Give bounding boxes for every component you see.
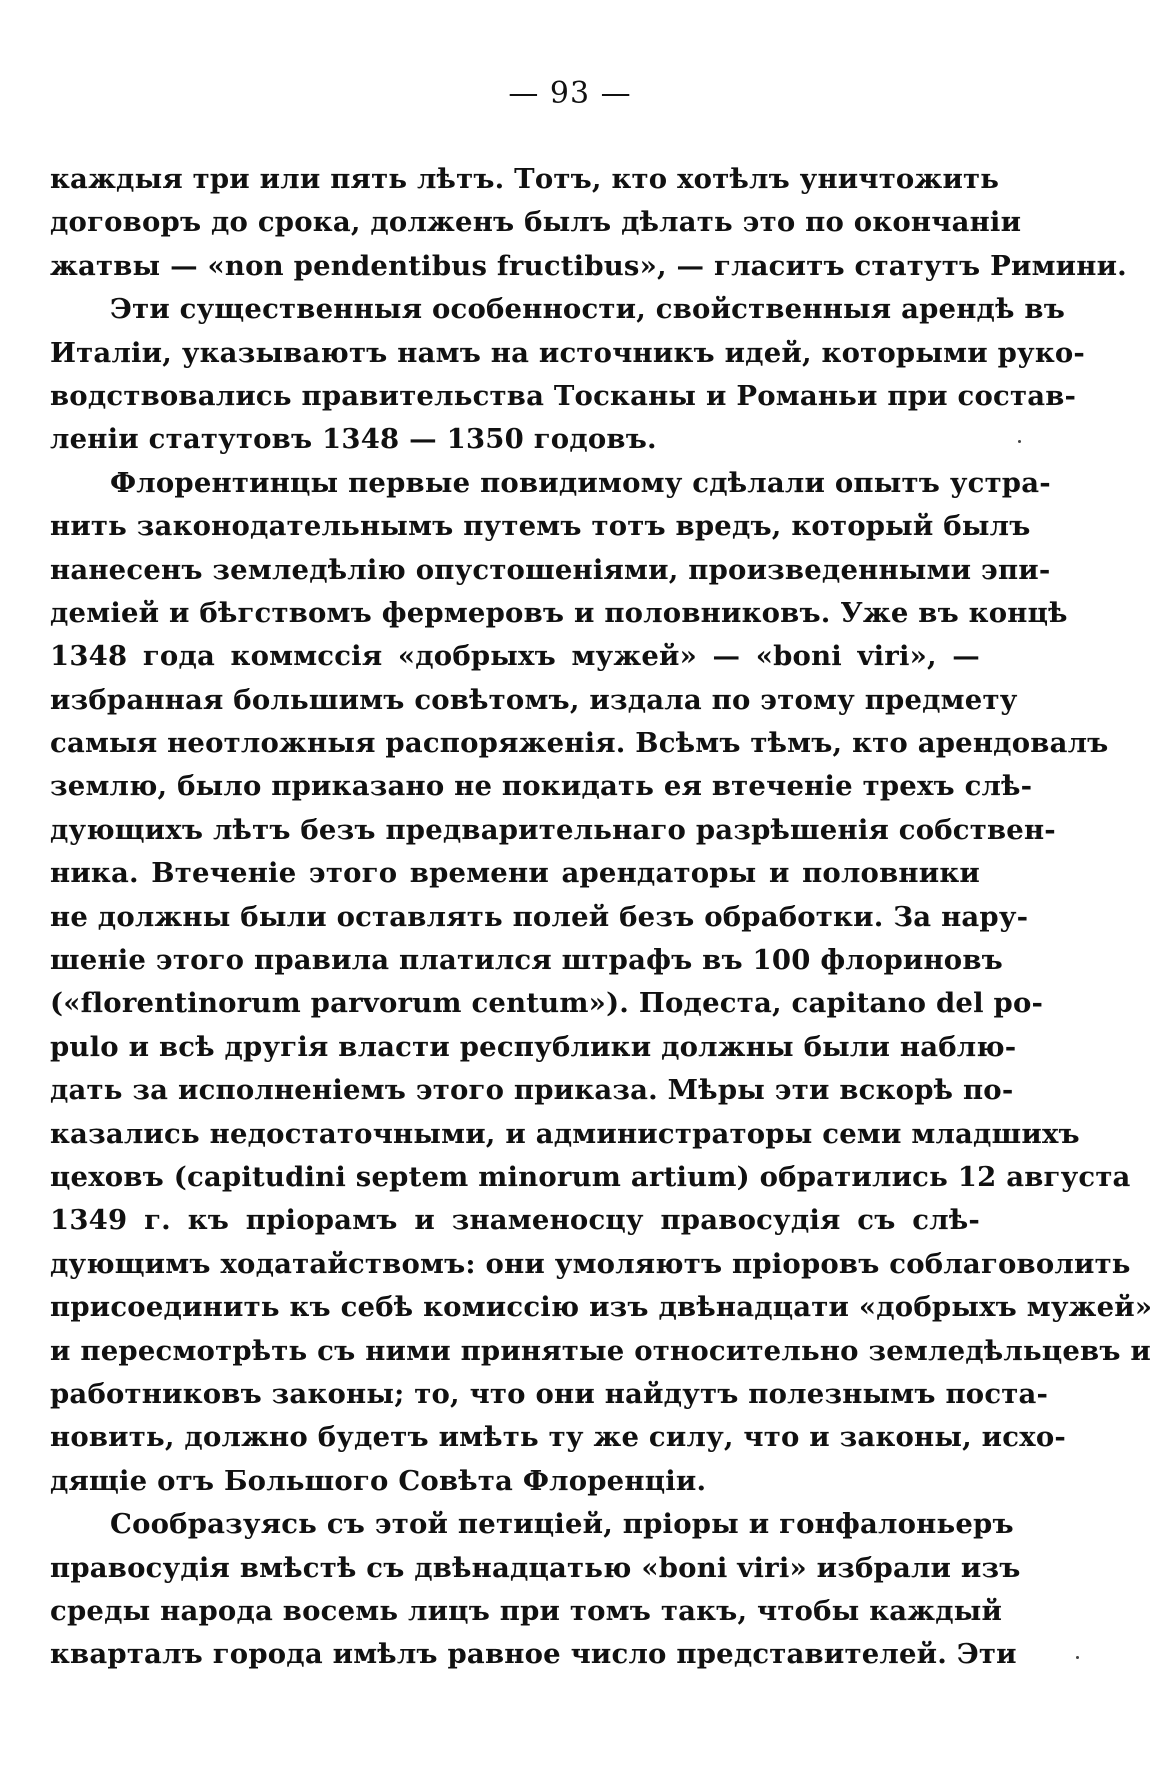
text-line: нить законодательнымъ путемъ тотъ вредъ, который былъ <box>50 510 1031 543</box>
print-speck <box>1018 440 1021 443</box>
body-text <box>50 158 1152 1677</box>
text-line: работниковъ законы; то, что они найдутъ полезнымъ поста- <box>50 1377 1049 1410</box>
paragraph-first-line: Флорентинцы первые повидимому сдѣлали опытъ устра- <box>110 466 1051 499</box>
text-line: землю, было приказано не покидать ея втеченіе трехъ слѣ- <box>50 770 1033 803</box>
text-line: нанесенъ земледѣлію опустошеніями, произведенными эпи- <box>50 553 1051 586</box>
text-line: избранная большимъ совѣтомъ, издала по этому предмету <box>50 683 1018 716</box>
text-line: не должны были оставлять полей безъ обработки. За нару- <box>50 900 1029 933</box>
text-line: Италіи, указываютъ намъ на источникъ идей, которыми руко- <box>50 336 1086 369</box>
text-line: казались недостаточными, и администраторы семи младшихъ <box>50 1117 1080 1150</box>
text-line: pulo и всѣ другія власти республики должны были наблю- <box>50 1030 1017 1063</box>
paragraph-first-line: Сообразуясь съ этой петиціей, пріоры и гонфалоньеръ <box>110 1508 1014 1541</box>
text-line: и пересмотрѣть съ ними принятые относительно земледѣльцевъ и <box>50 1334 1152 1367</box>
text-line: присоединить къ себѣ комиссію изъ двѣнадцати «добрыхъ мужей» <box>50 1291 1152 1324</box>
text-line: правосудія вмѣстѣ съ двѣнадцатью «boni viri» избрали изъ <box>50 1551 1021 1584</box>
text-line: водствовались правительства Тосканы и Романьи при состав- <box>50 379 1077 412</box>
text-line: цеховъ (capitudini septem minorum artium) обратились 12 августа <box>50 1160 1131 1193</box>
print-speck <box>1076 1656 1079 1659</box>
text-line: деміей и бѣгствомъ фермеровъ и половниковъ. Уже въ концѣ <box>50 596 1068 629</box>
text-line: дующимъ ходатайствомъ: они умоляютъ пріоровъ соблаговолить <box>50 1247 1131 1280</box>
paragraph-first-line: Эти существенныя особенности, свойственныя арендѣ въ <box>110 293 1065 326</box>
text-line: ника. Втеченіе этого времени арендаторы и половники <box>50 857 980 890</box>
text-line: 1349 г. къ пріорамъ и знаменосцу правосудія съ слѣ- <box>50 1204 980 1237</box>
text-line: дующихъ лѣтъ безъ предварительнаго разрѣшенія собствен- <box>50 813 1056 846</box>
text-line: 1348 года коммссія «добрыхъ мужей» — «boni viri», — <box>50 640 980 673</box>
text-line: жатвы — «non pendentibus fructibus», — гласитъ статутъ Римини. <box>50 249 1127 282</box>
text-line: («florentinorum parvorum centum»). Подеста, capitano del po- <box>50 987 1044 1020</box>
text-line: новить, должно будетъ имѣть ту же силу, что и законы, исхо- <box>50 1421 1066 1454</box>
text-line: шеніе этого правила платился штрафъ въ 100 флориновъ <box>50 944 1003 977</box>
text-line: кварталъ города имѣлъ равное число представителей. Эти <box>50 1638 1017 1671</box>
page-number: — 93 — <box>508 76 632 111</box>
text-line: леніи статутовъ 1348 — 1350 годовъ. <box>50 423 657 456</box>
text-line: дящіе отъ Большого Совѣта Флоренціи. <box>50 1464 707 1497</box>
text-line: дать за исполненіемъ этого приказа. Мѣры эти вскорѣ по- <box>50 1074 1014 1107</box>
text-line: среды народа восемь лицъ при томъ такъ, чтобы каждый <box>50 1594 1003 1627</box>
text-line: каждыя три или пять лѣтъ. Тотъ, кто хотѣлъ уничтожить <box>50 163 1000 195</box>
text-line: самыя неотложныя распоряженія. Всѣмъ тѣмъ, кто арендовалъ <box>50 727 1109 760</box>
text-line: договоръ до срока, долженъ былъ дѣлать это по окончаніи <box>50 206 1022 239</box>
